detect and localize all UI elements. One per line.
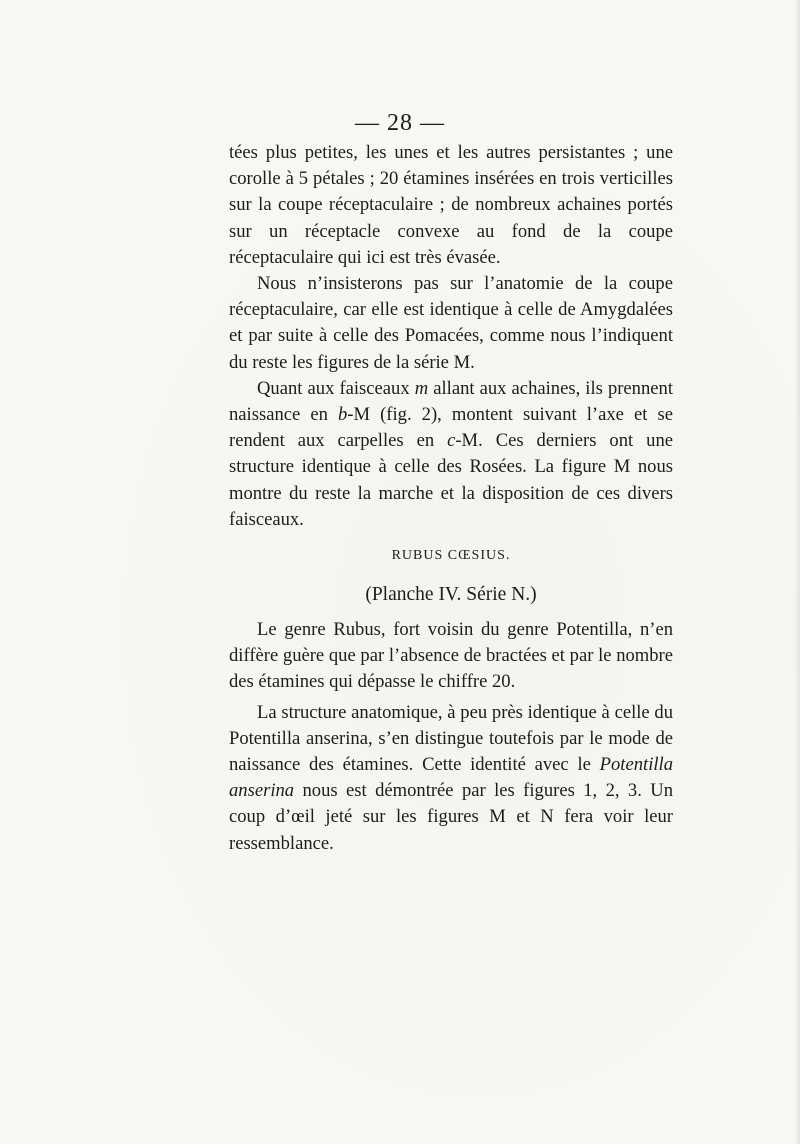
text-run: Quant aux faisceaux [257,377,415,399]
main-text-block [229,140,673,857]
text-run: allant aux achaines, ils prennent naissance en [229,377,673,426]
italic-run: c [447,430,456,452]
italic-run: m [414,377,429,399]
text-run: La structure anatomique, à peu près identique à celle du Potentilla anserina, s’en distingue toutefois par le mode de naissance des étamines. Cette identité avec le [229,701,673,776]
paragraph-structure [229,700,673,857]
section-title: RUBUS CŒSIUS. [391,548,511,564]
italic-run: Potentilla anserina [229,754,673,802]
page-number: — 28 — [355,110,445,136]
text-run: -M. Ces derniers ont une structure identique à celle des Rosées. La figure M nous montre du reste la marche et la disposition de ces divers faisceaux. [229,430,673,530]
text-run: -M (fig. 2), montent suivant l’axe et se rendent aux carpelles en [229,404,673,452]
paragraph-rubus: Le genre Rubus, fort voisin du genre Potentilla, n’en diffère guère que par l’absence de bractées et par le nombre des étamines qui dépasse le chiffre 20. [229,619,673,693]
italic-run: b [337,404,348,426]
scan-edge-shadow [794,0,800,1144]
paragraph-faisceaux [229,376,673,533]
paragraph-anatomy: Nous n’insisterons pas sur l’anatomie de la coupe réceptaculaire, car elle est identique à celle de Amygdalées et par suite à celle des Pomacées, comme nous l’indiquent du reste les figures de la série M. [229,273,673,373]
paragraph-continuation: tées plus petites, les unes et les autres persistantes ; une corolle à 5 pétales ; 20 étamines insérées en trois verticilles sur la coupe réceptaculaire ; de nombreux achaines portés sur un réceptacle convexe au fond de la coupe réceptaculaire qui ici est très évasée. [229,142,673,268]
plate-reference: (Planche IV. Série N.) [365,584,537,606]
text-run: nous est démontrée par les figures 1, 2, 3. Un coup d’œil jeté sur les figures M et N fera voir leur ressemblance. [229,780,673,854]
